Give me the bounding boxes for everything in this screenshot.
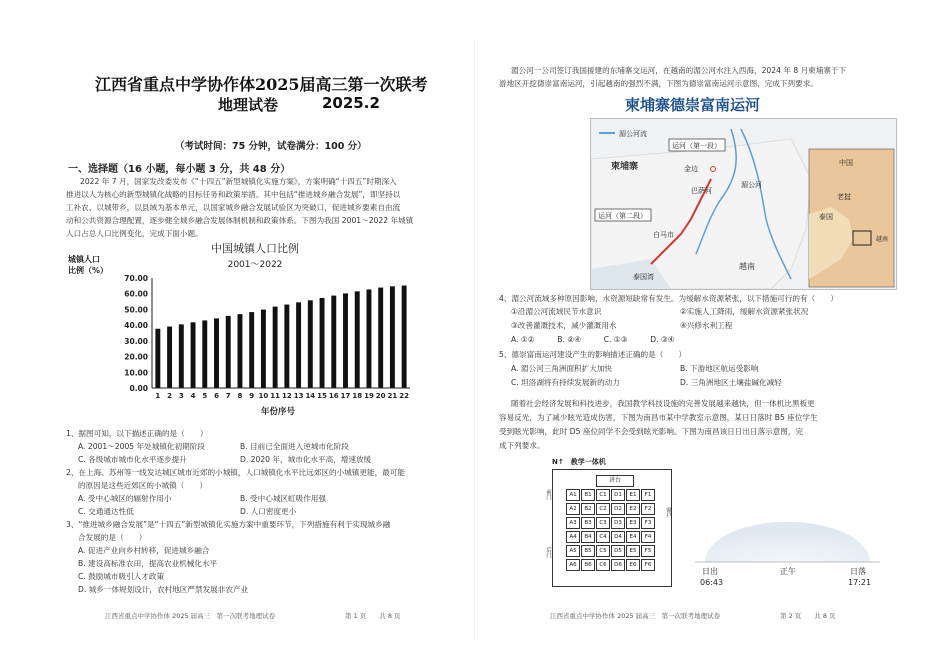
x-tick-label: 12 (281, 392, 292, 400)
seat: E1 (626, 489, 640, 501)
canal-map (590, 118, 897, 290)
option-d[interactable]: D. 2020 年，城市化水平高，增速放缓 (240, 455, 372, 464)
sunrise-label: 日出 (702, 567, 718, 576)
bar (402, 286, 407, 388)
option-b[interactable]: B. 建设高标准农田，提高农业机械化水平 (78, 559, 218, 568)
map-legend: 湄公河流 (619, 130, 647, 138)
x-tick-label: 6 (214, 392, 219, 400)
x-tick-label: 3 (178, 392, 184, 400)
x-tick-label: 10 (258, 392, 269, 400)
option-c[interactable]: C. 交通通达性低 (78, 507, 134, 516)
seat: B6 (581, 559, 595, 571)
passage-line: 成下列要求。 (499, 441, 545, 450)
bar (331, 296, 336, 388)
bar (284, 305, 289, 388)
right-page (475, 0, 950, 672)
seat: D5 (611, 545, 625, 557)
seat: C5 (596, 545, 610, 557)
question-5: 5、德崇富南运河建设产生的影响描述正确的是（ ） (499, 350, 687, 359)
option-b[interactable]: B. 目前已全面进入逆城市化阶段 (240, 442, 349, 451)
seat: B2 (581, 503, 595, 515)
label-canal2: 运河（第二段） (598, 212, 647, 220)
seat: A3 (566, 517, 580, 529)
sun-path-diagram (690, 522, 885, 592)
seat: E5 (626, 545, 640, 557)
label-canal1: 运河（第一段） (672, 142, 721, 150)
bar (378, 288, 383, 388)
bar (390, 286, 395, 388)
inset-thailand: 泰国 (819, 213, 833, 221)
exam-date: 2025.2 (322, 94, 380, 112)
passage-line: 受到眩光影响，此时 D5 座位同学不会受到眩光影响。下图为南昌该日日出日落示意图，完 (499, 427, 804, 436)
question-2-cont: 的原因是这些近郊区的小城镇（ ） (78, 481, 208, 490)
bar (179, 324, 184, 388)
bar (320, 298, 325, 388)
x-tick-label: 13 (293, 392, 304, 400)
canal-map-graphic (591, 119, 896, 289)
question-4: 4、湄公河流域多种原因影响，水资源短缺常有发生。为缓解水资源紧张，以下措施可行的有（ ） (499, 294, 838, 303)
label-basak: 巴萨河 (691, 187, 712, 195)
y-tick-label: 20.00 (124, 352, 148, 362)
seat: D2 (611, 503, 625, 515)
seat: A2 (566, 503, 580, 515)
label-vietnam: 越南 (739, 262, 755, 271)
seat: C4 (596, 531, 610, 543)
noon-label: 正午 (780, 567, 796, 576)
y-tick-label: 10.00 (124, 368, 148, 378)
seat: F1 (641, 489, 655, 501)
footer-name: 江西省重点中学协作体 2025 届高三 第一次联考地理试卷 (105, 612, 276, 620)
options-4[interactable]: A. ①② B. ②④ C. ①③ D. ③④ (511, 335, 675, 344)
footer-page: 第 1 页 共 8 页 (345, 612, 401, 620)
seat: A1 (566, 489, 580, 501)
intro-line: 推进以人为核心的新型城镇化战略的目标任务和政策举措。其中包括“推进城乡融合发展”，即坚持以 (66, 190, 401, 199)
inset-vietnam: 越南 (876, 236, 889, 243)
seat: B3 (581, 517, 595, 529)
y-tick-label: 40.00 (124, 321, 148, 331)
x-tick-label: 19 (364, 392, 374, 400)
intro-line: 游地区开挖德崇富南运河，引起越南的强烈不满，下图为德崇富南运河示意图，完成下列要求。 (499, 79, 818, 88)
passage-line: 随着社会经济发展和科技进步，我国教学科技设施的完善发展越来越快，但一体机比黑板更 (511, 399, 815, 408)
sunrise-time: 06:43 (700, 578, 724, 587)
seat: D4 (611, 531, 625, 543)
seat: C3 (596, 517, 610, 529)
bar (308, 300, 313, 388)
option-c[interactable]: C. 坦洛湖将有持续发展新的动力 (511, 378, 620, 387)
seat: A4 (566, 531, 580, 543)
seat: C2 (596, 503, 610, 515)
option-a[interactable]: A. 受中心城区的辐射作用小 (78, 494, 172, 503)
front-door: 前门 (545, 489, 551, 500)
bar (261, 310, 266, 388)
intro-line: 湄公河一公司签订我国援建的东埔寨交运河，在越南的湄公河水注入西海，2024 年 8 月柬埔寨于下 (511, 66, 847, 75)
seat: A6 (566, 559, 580, 571)
seat: F4 (641, 531, 655, 543)
bar (343, 293, 348, 388)
label-cambodia: 柬埔寨 (611, 162, 639, 172)
statement-2: ②实施人工降雨，缓解水资源紧张状况 (680, 307, 809, 316)
inset-china: 中国 (839, 159, 853, 167)
question-2: 2、在上海、苏州等一线发达城区城市近郊的小城镇，人口城镇化水平比远郊区的小城镇更能，最可能 (66, 468, 405, 477)
y-tick-label: 60.00 (124, 289, 148, 299)
option-c[interactable]: C. 各级城市城市化水平逐步提升 (78, 455, 187, 464)
seat-grid (566, 489, 656, 581)
seat: E4 (626, 531, 640, 543)
x-tick-label: 22 (399, 392, 410, 400)
back-door: 后门 (545, 547, 551, 558)
y-tick-label: 70.00 (124, 274, 148, 283)
question-3: 3、“推进城乡融合发展”是“十四五”新型城镇化实施方案中重要环节，下列措施有利于实现城乡融 (66, 520, 391, 529)
bar (366, 289, 371, 388)
statement-3: ③改善灌溉技术，减少灌溉用水 (511, 321, 617, 330)
inset-laos: 老挝 (837, 193, 851, 201)
sunset-label: 日落 (850, 567, 866, 576)
x-tick-label: 4 (190, 392, 196, 400)
seat: C1 (596, 489, 610, 501)
label-jinbian: 金边 (684, 165, 698, 173)
footer-name: 江西省重点中学协作体 2025 届高三 第一次联考地理试卷 (550, 612, 721, 620)
map-title: 柬埔寨德崇富南运河 (625, 96, 761, 114)
bar (237, 314, 242, 388)
bar (226, 316, 231, 388)
statement-1: ①沿湄公河流域民节水意识 (511, 307, 602, 316)
chart-subtitle: 2001～2022 (227, 260, 283, 270)
x-tick-label: 8 (237, 392, 243, 400)
seat: F3 (641, 517, 655, 529)
x-tick-label: 16 (328, 392, 339, 400)
option-b[interactable]: B. 下游地区航运受影响 (680, 364, 759, 373)
seat: D6 (611, 559, 625, 571)
y-axis-label: 城镇人口 (68, 255, 100, 264)
seat: C6 (596, 559, 610, 571)
x-tick-label: 18 (352, 392, 363, 400)
question-1: 1、据图可知，以下描述正确的是（ ） (66, 429, 208, 438)
option-d[interactable]: D. 三角洲地区土壤盐碱化减轻 (680, 378, 782, 387)
seat: F2 (641, 503, 655, 515)
intro-line: 工补农、以城带乡，以县域为基本单元，以国家城乡融合发展试验区为突破口，促进城乡要素自由流 (66, 203, 401, 212)
option-b[interactable]: B. 受中心城区虹吸作用强 (240, 494, 326, 503)
bar (249, 312, 254, 388)
option-d[interactable]: D. 人口密度更小 (240, 507, 297, 516)
y-tick-label: 0.00 (129, 384, 148, 393)
seat: D3 (611, 517, 625, 529)
option-a[interactable]: A. 湄公河三角洲面积扩大加快 (511, 364, 613, 373)
intro-line: 2022 年 7 月，国家发改委发布《“十四五”新型城镇化实施方案》，方案明确“十四五”时期深入 (80, 177, 397, 186)
x-tick-label: 17 (340, 392, 351, 400)
x-tick-label: 2 (167, 392, 173, 400)
seat: F5 (641, 545, 655, 557)
y-axis-label: 比例（%） (68, 266, 109, 275)
x-tick-label: 11 (270, 392, 281, 400)
label-baima: 白马市 (653, 231, 674, 239)
sunset-time: 17:21 (848, 578, 872, 587)
option-d[interactable]: D. 城乡一体规划设计，农村地区严禁发展非农产业 (78, 585, 249, 594)
bar (355, 291, 360, 388)
exam-info: （考试时间：75 分钟，试卷满分：100 分） (175, 141, 367, 152)
bar (273, 307, 278, 388)
exam-title: 江西省重点中学协作体2025届高三第一次联考 (95, 75, 428, 94)
x-tick-label: 1 (155, 392, 161, 400)
seat: B1 (581, 489, 595, 501)
x-tick-label: 14 (305, 392, 316, 400)
x-axis-label: 年份序号 (260, 407, 296, 417)
classroom-title: N↑ 教学一体机 (552, 458, 606, 466)
bar (296, 302, 301, 388)
statement-4: ④兴修水利工程 (680, 321, 733, 330)
question-3-cont: 合发展的是（ ） (78, 533, 147, 542)
seat: B4 (581, 531, 595, 543)
intro-line: 动和公共资源合理配置，逐步健全城乡融合发展体制机制和政策体系。下图为我国 2001～2022 年城镇 (66, 216, 414, 225)
option-c[interactable]: C. 鼓励城市吸引人才政策 (78, 572, 165, 581)
passage-line: 容易反光，为了减少眩光造成伤害，下图为南昌市某中学教室示意图，某日日落时 B5 座位学生 (499, 413, 818, 422)
y-tick-label: 50.00 (124, 305, 148, 315)
bar (167, 327, 172, 388)
x-tick-label: 21 (387, 392, 398, 400)
x-tick-label: 9 (249, 392, 255, 400)
bar (202, 320, 207, 388)
x-tick-label: 15 (317, 392, 327, 400)
bar (214, 318, 219, 388)
exam-subject: 地理试卷 (218, 96, 279, 114)
seat: E6 (626, 559, 640, 571)
seat: E3 (626, 517, 640, 529)
platform: 讲台 (596, 475, 634, 487)
seat: D1 (611, 489, 625, 501)
x-tick-label: 7 (225, 392, 231, 400)
seat: E2 (626, 503, 640, 515)
bar (191, 322, 196, 388)
seat: A5 (566, 545, 580, 557)
chart-title: 中国城镇人口比例 (211, 242, 299, 255)
seat: B5 (581, 545, 595, 557)
intro-line: 人口占总人口比例变化，完成下面小题。 (66, 229, 203, 238)
bar (155, 329, 160, 388)
y-tick-label: 30.00 (124, 336, 148, 346)
option-a[interactable]: A. 促进产业向乡村转移，促进城乡融合 (78, 546, 210, 555)
label-thai-gulf: 泰国湾 (633, 273, 654, 281)
classroom-diagram (545, 457, 672, 589)
x-tick-label: 20 (375, 392, 386, 400)
footer-page: 第 2 页 共 8 页 (780, 612, 836, 620)
urbanization-chart (60, 238, 420, 423)
label-mekong: 湄公河 (741, 181, 762, 189)
seat: F6 (641, 559, 655, 571)
option-a[interactable]: A. 2001～2005 年处城镇化初期阶段 (78, 442, 205, 451)
window-label: 窗户 (665, 507, 671, 518)
section-heading: 一、选择题（16 小题，每小题 3 分，共 48 分） (68, 164, 291, 175)
x-tick-label: 5 (202, 392, 208, 400)
